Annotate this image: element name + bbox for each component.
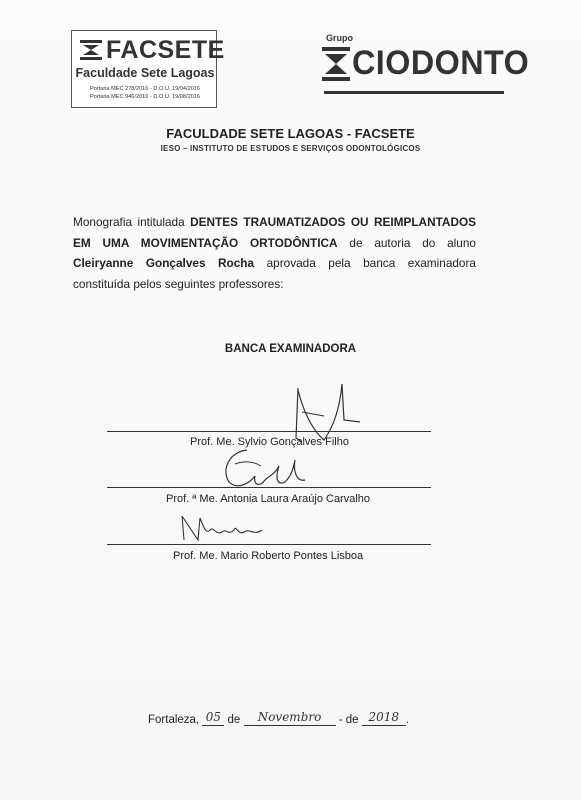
facsete-emblem-icon [80, 40, 102, 60]
date-day: 05 [205, 710, 221, 724]
ciodonto-emblem-icon [322, 47, 350, 81]
date-end: . [405, 714, 409, 726]
ciodonto-logo-name: CIODONTO [352, 44, 530, 82]
facsete-logo [71, 30, 225, 108]
paragraph-closing: aprovada pela banca examinadora constituída pelos seguintes professores: [73, 256, 476, 291]
approval-paragraph [73, 212, 476, 294]
board-member-3: Prof. Me. Mario Roberto Pontes Lisboa [173, 550, 364, 562]
signature-line-1 [107, 431, 431, 432]
signature-3-icon [170, 510, 280, 552]
paragraph-author-text: de autoria do aluno [337, 235, 476, 250]
date-month-field [244, 711, 336, 726]
board-member-1: Prof. Me. Sylvio Gonçalves Filho [190, 436, 349, 448]
date-year-field [362, 711, 406, 726]
signature-line-3 [107, 544, 431, 545]
board-member-2: Prof. ª Me. Antonia Laura Araújo Carvalho [166, 493, 371, 505]
ciodonto-grupo-label: Grupo [326, 33, 353, 43]
date-line [148, 711, 409, 726]
institution-subtitle: IESO – INSTITUTO DE ESTUDOS E SERVIÇOS ODONTOLÓGICOS [160, 144, 421, 153]
paragraph-intro: Monografia intitulada [73, 215, 191, 229]
board-heading: BANCA EXAMINADORA [224, 343, 357, 355]
facsete-logo-subtitle: Faculdade Sete Lagoas [75, 66, 215, 80]
facsete-portaria-2: Portaria MEC 946/2016 - D.O.U. 19/08/2016 [89, 94, 201, 100]
monograph-title: DENTES TRAUMATIZADOS OU REIMPLANTADOS EM UMA MOVIMENTAÇÃO ORTODÔNTICA [73, 215, 477, 250]
date-month: Novembro [257, 710, 322, 724]
date-de-2: - de [335, 714, 362, 726]
institution-title: FACULDADE SETE LAGOAS - FACSETE [166, 126, 415, 141]
student-name: Cleiryanne Gonçalves Rocha [73, 256, 255, 270]
facsete-portaria-1: Portaria MEC 278/2016 - D.O.U. 19/04/2016 [89, 86, 201, 92]
ciodonto-underline [324, 91, 504, 94]
date-de-1: de [224, 714, 244, 726]
signature-line-2 [107, 487, 431, 488]
date-day-field [202, 711, 224, 726]
date-city: Fortaleza, [148, 714, 200, 726]
date-year: 2018 [368, 710, 400, 724]
facsete-logo-name: FACSETE [106, 36, 225, 64]
